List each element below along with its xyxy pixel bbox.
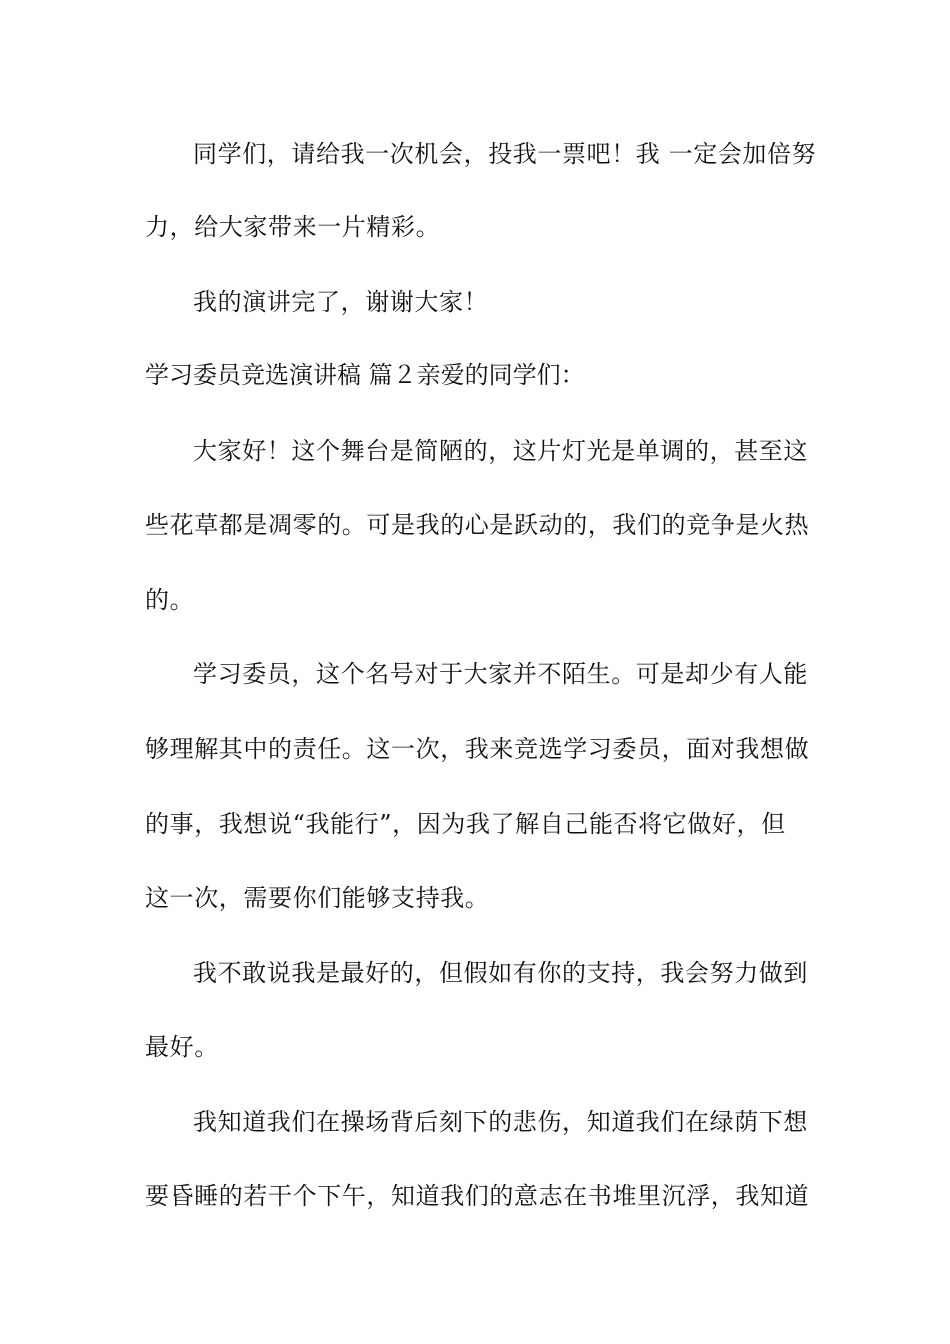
paragraph-line-6: 些花草都是凋零的。可是我的心是跃动的，我们的竞争是火热 [145,511,810,539]
paragraph-line-2: 力，给大家带来一片精彩。 [145,213,441,241]
paragraph-line-3: 我的演讲完了，谢谢大家！ [193,288,489,316]
paragraph-line-1: 同学们，请给我一次机会，投我一票吧！我 一定会加倍努 [193,140,817,168]
paragraph-line-10: 的事，我想说“我能行”，因为我了解自己能否将它做好，但 [145,810,786,838]
paragraph-line-13: 最好。 [145,1033,219,1061]
paragraph-line-12: 我不敢说我是最好的，但假如有你的支持，我会努力做到 [193,959,808,987]
paragraph-line-7: 的。 [145,586,195,614]
paragraph-line-8: 学习委员，这个名号对于大家并不陌生。可是却少有人能 [193,660,808,688]
section-heading: 学习委员竞选演讲稿 篇２亲爱的同学们： [145,361,585,389]
paragraph-line-11: 这一次，需要你们能够支持我。 [145,884,490,912]
paragraph-line-5: 大家好！这个舞台是简陋的，这片灯光是单调的，甚至这 [193,437,808,465]
paragraph-line-9: 够理解其中的责任。这一次，我来竞选学习委员，面对我想做 [145,735,810,763]
paragraph-line-14: 我知道我们在操场背后刻下的悲伤，知道我们在绿荫下想 [193,1108,808,1136]
paragraph-line-15: 要昏睡的若干个下午，知道我们的意志在书堆里沉浮，我知道 [145,1182,810,1210]
